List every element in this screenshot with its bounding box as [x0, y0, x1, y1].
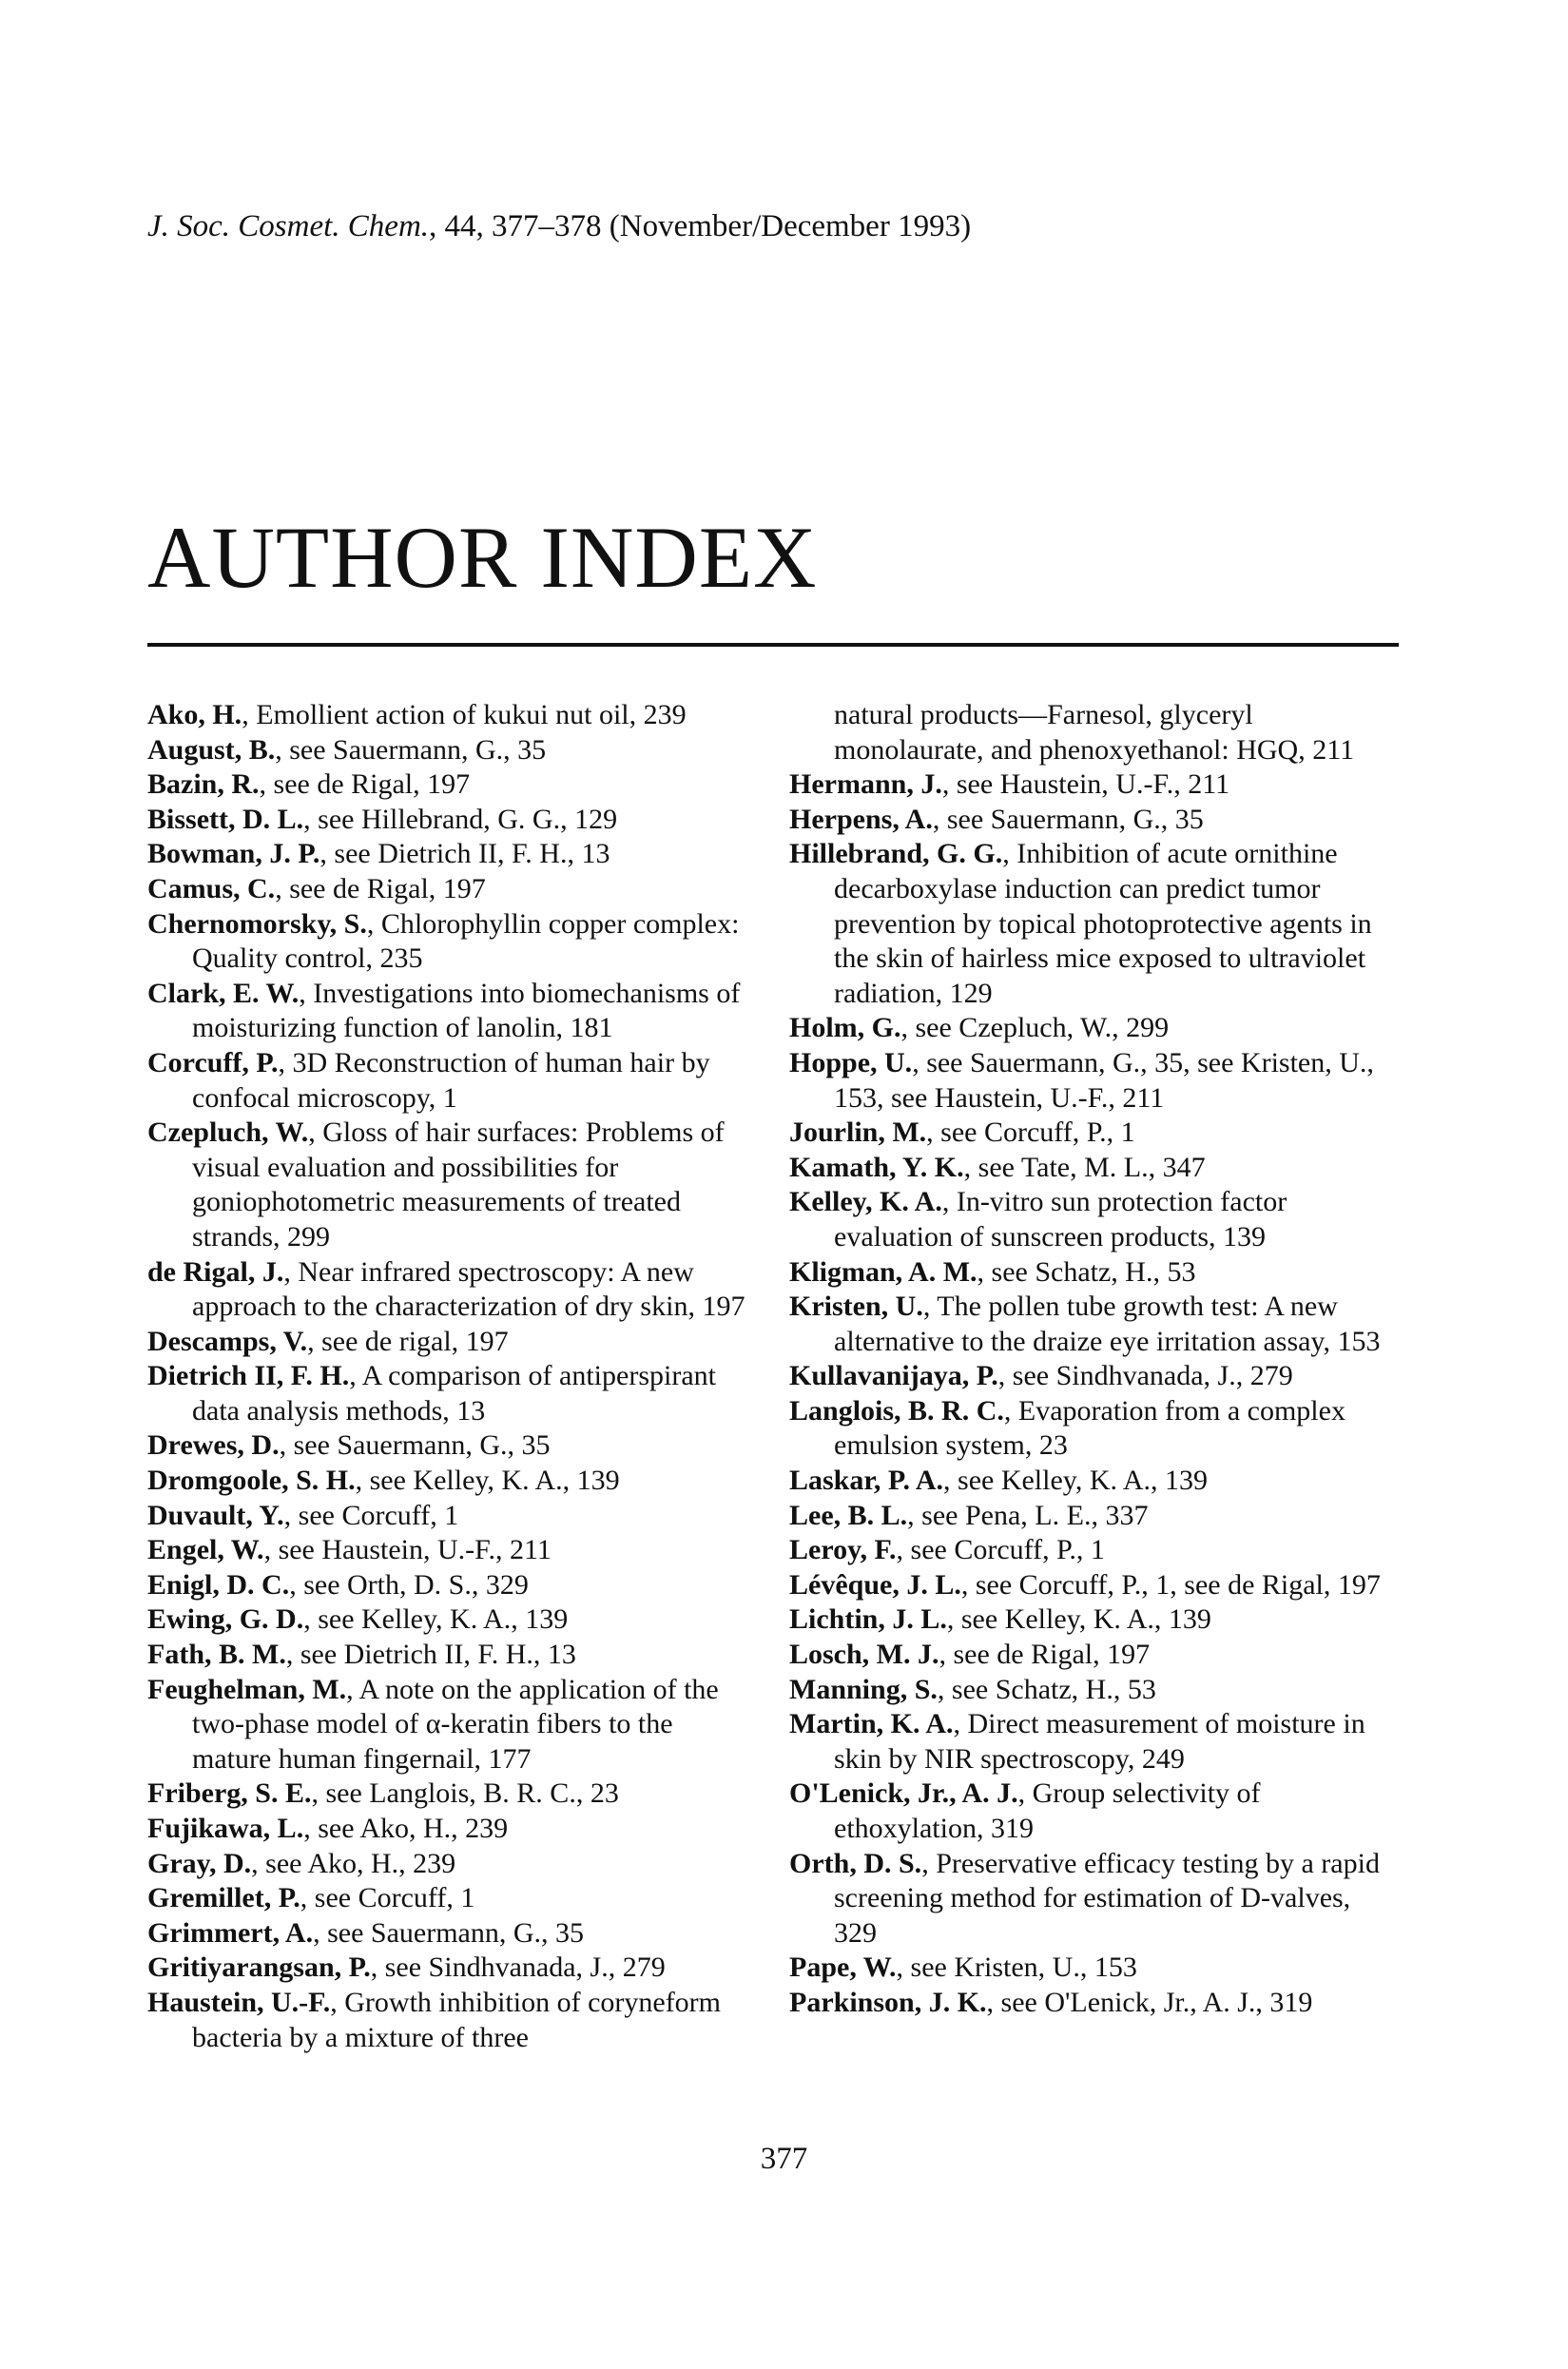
author-name: O'Lenick, Jr., A. J.: [789, 1777, 1018, 1810]
entry-text: , Growth inhibition of coryneform bacteria by a mixture of three: [192, 1986, 722, 2053]
index-entry: [147, 1916, 756, 1952]
entry-text: , see Sauermann, G., 35, see Kristen, U., 153, see Haustein, U.-F., 211: [834, 1046, 1374, 1114]
entry-text: , see Sauermann, G., 35: [279, 1429, 551, 1462]
author-name: Dromgoole, S. H.: [147, 1465, 356, 1497]
index-entry: [789, 1046, 1398, 1116]
index-entry: [147, 1325, 756, 1360]
entry-text: , see O'Lenick, Jr., A. J., 319: [986, 1986, 1313, 2018]
entry-text: , see Sauermann, G., 35: [275, 733, 547, 766]
entry-text: , see Haustein, U.-F., 211: [263, 1534, 552, 1566]
index-entry: [789, 1707, 1398, 1777]
author-name: Friberg, S. E.: [147, 1777, 312, 1810]
index-column-right: [789, 698, 1398, 2021]
author-name: Kligman, A. M.: [789, 1255, 978, 1288]
entry-text: , see Dietrich II, F. H., 13: [319, 838, 610, 870]
index-entry: [789, 1359, 1398, 1394]
entry-text: , Inhibition of acute ornithine decarboxylase induction can predict tumor prevention by topical photoprotective agents in the skin of hairless mice exposed to ultraviolet radiation, 129: [834, 838, 1372, 1009]
entry-text: , see Corcuff, 1: [283, 1499, 459, 1531]
author-name: Leroy, F.: [789, 1534, 897, 1566]
author-name: Ako, H.: [147, 699, 242, 730]
entry-text: , see Kelley, K. A., 139: [303, 1603, 569, 1636]
entry-text: , see Sindhvanada, J., 279: [370, 1952, 666, 1984]
entry-text: , Gloss of hair surfaces: Problems of visual evaluation and possibilities for goniophotometric measurements of treated strands, 299: [192, 1117, 725, 1252]
entry-text: , see Schatz, H., 53: [937, 1673, 1156, 1705]
index-entry: [789, 1185, 1398, 1254]
author-name: Lee, B. L.: [789, 1499, 908, 1531]
index-entry: [789, 1290, 1398, 1359]
entry-text: , Preservative efficacy testing by a rapid screening method for estimation of D-valves, 329: [834, 1847, 1380, 1949]
entry-text: , In-vitro sun protection factor evaluation of sunscreen products, 139: [834, 1186, 1287, 1252]
index-entry: [147, 1951, 756, 1986]
author-name: de Rigal, J.: [147, 1255, 284, 1288]
index-entry: [789, 1568, 1398, 1603]
entry-text: , Near infrared spectroscopy: A new approach to the characterization of dry skin, 197: [192, 1255, 745, 1323]
index-entry: [789, 1602, 1398, 1638]
author-name: Kullavanijaya, P.: [789, 1360, 998, 1392]
index-entry: [789, 767, 1398, 803]
index-entry: [789, 1255, 1398, 1291]
author-name: Hoppe, U.: [789, 1046, 913, 1078]
author-name: Fujikawa, L.: [147, 1813, 304, 1844]
entry-text: , see Kelley, K. A., 139: [943, 1465, 1209, 1497]
index-entry: [147, 1533, 756, 1568]
index-entry: [789, 1151, 1398, 1186]
index-entry: [789, 1951, 1398, 1986]
entry-text: , see Corcuff, 1: [300, 1882, 475, 1914]
index-entry: [789, 1986, 1398, 2021]
author-name: Grimmert, A.: [147, 1916, 314, 1949]
index-entry: [147, 1046, 756, 1116]
author-name: Hermann, J.: [789, 768, 942, 801]
author-name: Corcuff, P.: [147, 1046, 279, 1078]
author-name: Clark, E. W.: [147, 977, 300, 1009]
entry-text: , see Sindhvanada, J., 279: [997, 1360, 1293, 1392]
index-entry: [147, 1847, 756, 1882]
index-entry: [147, 698, 756, 733]
author-name: Losch, M. J.: [789, 1639, 939, 1671]
entry-text: , see Pena, L. E., 337: [907, 1499, 1149, 1531]
author-name: Chernomorsky, S.: [147, 907, 367, 940]
index-entry: [147, 1986, 756, 2055]
entry-text: , see Sauermann, G., 35: [932, 803, 1204, 835]
entry-text: , see Corcuff, P., 1, see de Rigal, 197: [960, 1568, 1381, 1601]
page-title: AUTHOR INDEX: [147, 509, 818, 606]
author-name: Hillebrand, G. G.: [789, 838, 1003, 870]
entry-text: , A comparison of antiperspirant data analysis methods, 13: [192, 1360, 716, 1427]
author-name: Enigl, D. C.: [147, 1568, 290, 1601]
index-entry: [147, 1499, 756, 1534]
entry-text: , see de Rigal, 197: [259, 768, 471, 801]
index-entry: [147, 1812, 756, 1847]
entry-text: , see Tate, M. L., 347: [963, 1151, 1206, 1183]
author-name: Ewing, G. D.: [147, 1603, 304, 1636]
author-name: Bissett, D. L.: [147, 803, 304, 835]
index-entry: [147, 1116, 756, 1254]
page-number: 377: [760, 2142, 808, 2176]
index-entry: [147, 1568, 756, 1603]
index-entry: [147, 977, 756, 1046]
author-name: Orth, D. S.: [789, 1847, 922, 1879]
author-name: Herpens, A.: [789, 803, 933, 835]
index-entry: [147, 907, 756, 977]
entry-text: , see de Rigal, 197: [939, 1639, 1151, 1671]
author-name: Gray, D.: [147, 1847, 252, 1879]
index-entry: [147, 1638, 756, 1673]
author-name: Pape, W.: [789, 1952, 897, 1984]
author-name: Descamps, V.: [147, 1325, 308, 1357]
index-entry: [789, 1673, 1398, 1708]
author-name: Parkinson, J. K.: [789, 1986, 987, 2018]
index-entry: [789, 1464, 1398, 1499]
entry-text: , see Haustein, U.-F., 211: [941, 768, 1230, 801]
entry-text: , Evaporation from a complex emulsion system, 23: [834, 1394, 1345, 1462]
index-entry: [147, 1602, 756, 1638]
author-name: Haustein, U.-F.: [147, 1986, 331, 2018]
index-entry: [147, 1673, 756, 1777]
entry-text: , see Kelley, K. A., 139: [355, 1465, 620, 1497]
index-entry: [147, 767, 756, 803]
index-entry: [789, 1847, 1398, 1952]
index-entry: [147, 1359, 756, 1428]
author-name: Fath, B. M.: [147, 1639, 286, 1671]
journal-name: J. Soc. Cosmet. Chem.: [147, 209, 430, 243]
entry-text: , 3D Reconstruction of human hair by confocal microscopy, 1: [192, 1046, 710, 1114]
author-name: Drewes, D.: [147, 1429, 280, 1462]
author-name: Bowman, J. P.: [147, 838, 320, 870]
author-name: Martin, K. A.: [789, 1708, 954, 1740]
index-entry: [147, 1428, 756, 1464]
author-name: Czepluch, W.: [147, 1117, 309, 1149]
entry-text: , see de Rigal, 197: [275, 872, 486, 904]
entry-text: , Group selectivity of ethoxylation, 319: [834, 1777, 1261, 1844]
author-name: Holm, G.: [789, 1012, 901, 1044]
author-name: Duvault, Y.: [147, 1499, 284, 1531]
index-entry: [789, 803, 1398, 838]
index-entry: [147, 1464, 756, 1499]
index-entry: [789, 1394, 1398, 1464]
entry-text: , see Schatz, H., 53: [977, 1255, 1196, 1288]
index-entry: [147, 837, 756, 872]
author-name: Manning, S.: [789, 1673, 938, 1705]
index-entry: [789, 1777, 1398, 1846]
entry-text: , see Kristen, U., 153: [896, 1952, 1137, 1984]
entry-text: , see Orth, D. S., 329: [289, 1568, 529, 1601]
author-name: Laskar, P. A.: [789, 1465, 944, 1497]
author-name: Bazin, R.: [147, 768, 260, 801]
entry-text: , A note on the application of the two-phase model of α-keratin fibers to the mature human fingernail, 177: [192, 1673, 719, 1775]
author-name: Feughelman, M.: [147, 1673, 347, 1705]
index-entry: [147, 1777, 756, 1812]
index-entry: [147, 1255, 756, 1325]
author-name: Engel, W.: [147, 1534, 264, 1566]
index-entry: [789, 1499, 1398, 1534]
author-name: Dietrich II, F. H.: [147, 1360, 350, 1392]
index-entry: [789, 1116, 1398, 1151]
author-name: August, B.: [147, 733, 276, 766]
index-entry: [789, 837, 1398, 1011]
entry-text: , see Ako, H., 239: [303, 1813, 509, 1844]
index-entry-continuation: natural products—Farnesol, glyceryl monolaurate, and phenoxyethanol: HGQ, 211: [834, 699, 1355, 766]
author-name: Kelley, K. A.: [789, 1186, 942, 1218]
entry-text: , Chlorophyllin copper complex: Quality control, 235: [192, 907, 740, 975]
index-entry: [789, 1638, 1398, 1673]
entry-text: , Direct measurement of moisture in skin by NIR spectroscopy, 249: [834, 1708, 1365, 1775]
entry-text: , The pollen tube growth test: A new alternative to the draize eye irritation assay, 153: [834, 1291, 1381, 1357]
entry-text: , Emollient action of kukui nut oil, 239: [242, 699, 687, 730]
author-name: Gremillet, P.: [147, 1882, 300, 1914]
index-entry: [147, 733, 756, 768]
index-column-left: [147, 698, 756, 2055]
index-entry: [789, 1011, 1398, 1046]
author-name: Lévêque, J. L.: [789, 1568, 961, 1601]
entry-text: , see Corcuff, P., 1: [926, 1117, 1135, 1149]
index-entry: [147, 872, 756, 907]
author-name: Jourlin, M.: [789, 1117, 927, 1149]
author-name: Camus, C.: [147, 872, 276, 904]
author-name: Lichtin, J. L.: [789, 1603, 947, 1636]
entry-text: , see Ako, H., 239: [251, 1847, 456, 1879]
entry-text: , see Dietrich II, F. H., 13: [285, 1639, 576, 1671]
entry-text: , see Corcuff, P., 1: [896, 1534, 1105, 1566]
title-divider: [147, 643, 1399, 647]
index-entry: [147, 1881, 756, 1916]
entry-text: , see Sauermann, G., 35: [313, 1916, 585, 1949]
author-name: Kamath, Y. K.: [789, 1151, 964, 1183]
entry-text: , see Kelley, K. A., 139: [946, 1603, 1211, 1636]
index-entry: [789, 1533, 1398, 1568]
author-name: Langlois, B. R. C.: [789, 1394, 1004, 1427]
journal-citation-header: [147, 209, 971, 244]
entry-text: , see de rigal, 197: [307, 1325, 509, 1357]
author-name: Gritiyarangsan, P.: [147, 1952, 371, 1984]
citation-details: , 44, 377–378 (November/December 1993): [429, 209, 972, 243]
entry-text: , see Langlois, B. R. C., 23: [311, 1777, 619, 1810]
entry-text: , see Hillebrand, G. G., 129: [303, 803, 618, 835]
index-entry: [147, 803, 756, 838]
entry-text: , see Czepluch, W., 299: [900, 1012, 1170, 1044]
author-name: Kristen, U.: [789, 1291, 923, 1323]
entry-text: , Investigations into biomechanisms of moisturizing function of lanolin, 181: [192, 977, 741, 1044]
